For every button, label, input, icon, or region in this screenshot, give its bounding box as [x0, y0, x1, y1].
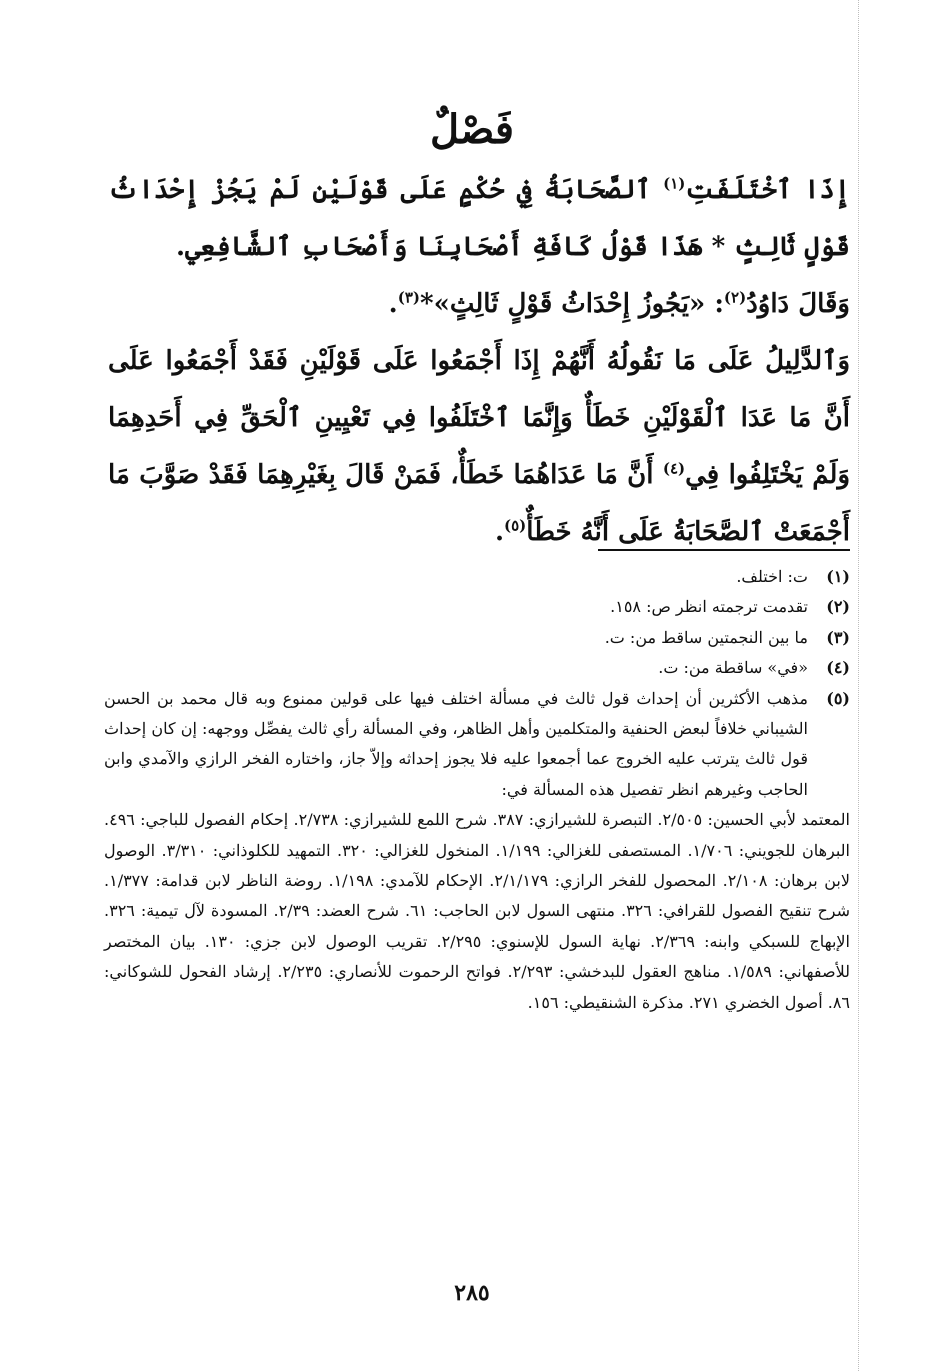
footnote-number: (٣)	[826, 627, 850, 647]
paragraph-1-text-b: ٱلصَّحَابَةُ فِي حُكْمٍ عَلَى قَوْلَيْنِ لَمْ يَجُزْ إِحْدَاثُ قَوْلٍ ثَالِثٍ * هَذَا قَوْلُ كَافَةِ أَصْحَابِنَا وَأَصْحَابِ ٱلشَّافِعِي.	[108, 175, 850, 262]
paragraph-2	[108, 276, 850, 333]
paragraph-3-text-c: .	[494, 517, 504, 547]
footnote-text: مذهب الأكثرين أن إحداث قول ثالث في مسألة اختلف فيها على قولين ممنوع وبه قال محمد بن الحسن الشيباني خلافاً لبعض الحنفية والمتكلمين وأهل الظاهر، وفي المسألة رأي ثالث يفصِّل ووجهه: إن كان إحداث قول ثالث يترتب عليه الخروج عما أجمعوا عليه فلا يجوز إحداثه وإلاّ جاز، واختاره الفخر الرازي والآمدي وابن الحاجب وغيرهم انظر تفصيل هذه المسألة في:	[104, 688, 809, 799]
paragraph-2-text-c: .	[388, 289, 398, 319]
footnote-number: (٢)	[826, 597, 850, 617]
footnote-text: «في» ساقطة من: ت.	[658, 658, 808, 678]
footnote-item	[104, 623, 850, 653]
scan-edge-line	[858, 0, 859, 1371]
footnote-number: (٥)	[826, 688, 850, 708]
footnote-item	[104, 562, 850, 592]
footnote-number: (٤)	[826, 658, 850, 678]
paragraph-2-text-a: وَقَالَ دَاوُدُ	[746, 289, 850, 319]
main-text	[108, 162, 850, 561]
footnote-item	[104, 592, 850, 622]
paragraph-1	[108, 162, 850, 276]
paragraph-2-text-b: : «يَجُوزُ إِحْدَاثُ قَوْلٍ ثَالِثٍ»*	[420, 289, 724, 319]
references-list: المعتمد لأبي الحسين: ٢/٥٠٥. التبصرة للشيرازي: ٣٨٧. شرح اللمع للشيرازي: ٢/٧٣٨. إحكام الفصول للباجي: ٤٩٦. البرهان للجويني: ١/٧٠٦. المستصفى للغزالي: ١/١٩٩. المنخول للغزالي: ٣٢٠. التمهيد للكلوذاني: ٣/٣١٠. الوصول لابن برهان: ٢/١٠٨. المحصول للفخر الرازي: ٢/١/١٧٩. الإحكام للآمدي: ١/١٩٨. روضة الناظر لابن قدامة: ١/٣٧٧. شرح تنقيح الفصول للقرافي: ٣٢٦. منتهى السول لابن الحاجب: ٦١. شرح العضد: ٢/٣٩. المسودة لآل تيمية: ٣٢٦. الإبهاج للسبكي وابنه: ٢/٣٦٩. نهاية السول للإسنوي: ٢/٢٩٥. تقريب الوصول لابن جزي: ١٣٠. بيان المختصر للأصفهاني: ١/٥٨٩. مناهج العقول للبدخشي: ٢/٢٩٣. فواتح الرحموت للأنصاري: ٢/٢٣٥. إرشاد الفحول للشوكاني: ٨٦. أصول الخضري ٢٧١. مذكرة الشنقيطي: ١٥٦.	[104, 810, 851, 1012]
section-heading: فَصْلٌ	[429, 106, 515, 153]
footnotes	[104, 562, 850, 1018]
footnote-ref-1: (١)	[663, 174, 686, 193]
footnote-text: تقدمت ترجمته انظر ص: ١٥٨.	[610, 597, 808, 617]
footnote-ref-2: (٢)	[723, 288, 747, 307]
footnote-number: (١)	[826, 567, 850, 586]
page-number: ٢٨٥	[454, 1280, 490, 1306]
paragraph-3-text-b: أَنَّ مَا عَدَاهُمَا خَطَأٌ، فَمَنْ قَالَ بِغَيْرِهِمَا فَقَدْ صَوَّبَ مَا أَجْمَعَتْ ٱلصَّحَابَةُ عَلَى أَنَّهُ خَطَأٌ	[108, 460, 850, 547]
footnote-separator	[598, 549, 850, 551]
footnote-item	[104, 653, 850, 683]
footnote-ref-4: (٤)	[662, 459, 686, 478]
footnote-ref-5: (٥)	[504, 516, 527, 535]
paragraph-1-text-a: إِذَا ٱخْتَلَفَتِ	[685, 175, 850, 205]
footnote-text: ت: اختلف.	[736, 567, 808, 586]
footnote-text: ما بين النجمتين ساقط من: ت.	[604, 627, 808, 647]
footnote-ref-3: (٣)	[397, 288, 420, 307]
paragraph-3	[108, 333, 850, 561]
footnote-item	[104, 684, 850, 806]
paragraph-3-text-a: وَٱلدَّلِيلُ عَلَى مَا نَقُولُهُ أَنَّهُمْ إِذَا أَجْمَعُوا عَلَى قَوْلَيْنِ فَقَدْ أَجْمَعُوا عَلَى أَنَّ مَا عَدَا ٱلْقَوْلَيْنِ خَطَأٌ وَإِنَّمَا ٱخْتَلَفُوا فِي تَعْيِينِ ٱلْحَقِّ فِي أَحَدِهِمَا وَلَمْ يَخْتَلِفُوا فِي	[108, 346, 851, 490]
